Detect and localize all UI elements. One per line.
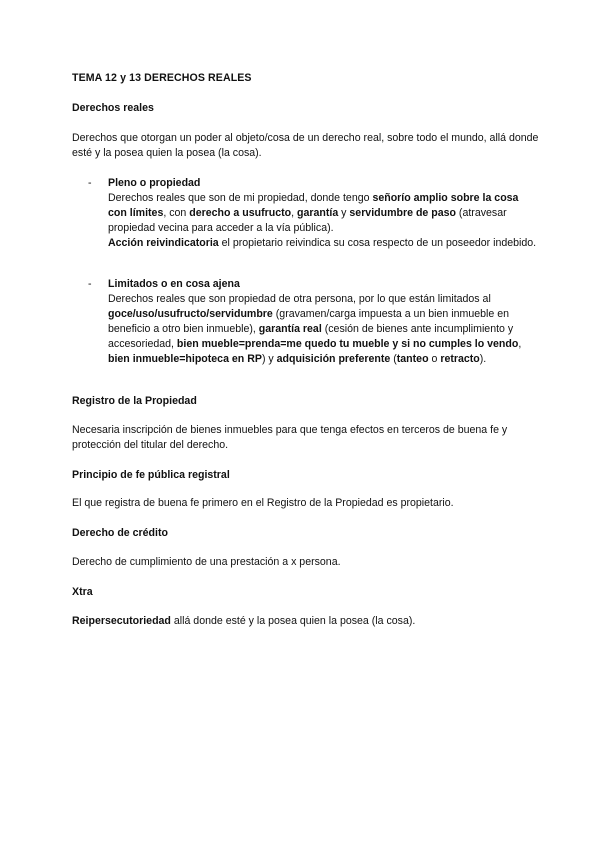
paragraph-derechos-reales: Derechos que otorgan un poder al objeto/cosa de un derecho real, sobre todo el mundo, allá donde esté y la posea quien la posea (la cosa). <box>72 132 539 159</box>
paragraph-registro: Necesaria inscripción de bienes inmuebles para que tenga efectos en terceros de buena fe y protección del titular del derecho. <box>72 424 508 451</box>
bullet-dash: - <box>88 177 92 189</box>
heading-derechos-reales: Derechos reales <box>72 102 154 114</box>
bullet-dash: - <box>88 278 92 290</box>
heading-credito: Derecho de crédito <box>72 527 168 539</box>
paragraph-principio: El que registra de buena fe primero en el Registro de la Propiedad es propietario. <box>72 497 454 509</box>
heading-registro: Registro de la Propiedad <box>72 395 197 407</box>
paragraph-credito: Derecho de cumplimiento de una prestación a x persona. <box>72 556 341 568</box>
accion-reivindicatoria-text: Acción reivindicatoria el propietario reivindica su cosa respecto de un poseedor indebido. <box>108 237 537 249</box>
heading-xtra: Xtra <box>72 586 93 598</box>
list-item-limitados <box>108 277 540 367</box>
paragraph-xtra: Reipersecutoriedad allá donde esté y la posea quien la posea (la cosa). <box>72 615 416 627</box>
list-item-pleno <box>108 176 540 251</box>
document-title: TEMA 12 y 13 DERECHOS REALES <box>72 72 252 84</box>
list-item-heading: Pleno o propiedad <box>108 177 201 189</box>
list-item-heading: Limitados o en cosa ajena <box>108 278 240 290</box>
heading-principio: Principio de fe pública registral <box>72 469 230 481</box>
list-item-text: Derechos reales que son propiedad de otra persona, por lo que están limitados al goce/uso/usufructo/servidumbre (gravamen/carga impuesta a un bien inmueble en beneficio a otro bien inmueble), garantía real (cesión de bienes ante incumplimiento y accesoriedad, bien mueble=prenda=me quedo tu mueble y si no cumples lo vendo, bien inmueble=hipoteca en RP) y adquisición preferente (tanteo o retracto). <box>108 293 522 365</box>
list-item-text: Derechos reales que son de mi propiedad, donde tengo señorío amplio sobre la cosa con límites, con derecho a usufructo, garantía y servidumbre de paso (atravesar propiedad vecina para acceder a la vía pública). <box>108 192 519 234</box>
